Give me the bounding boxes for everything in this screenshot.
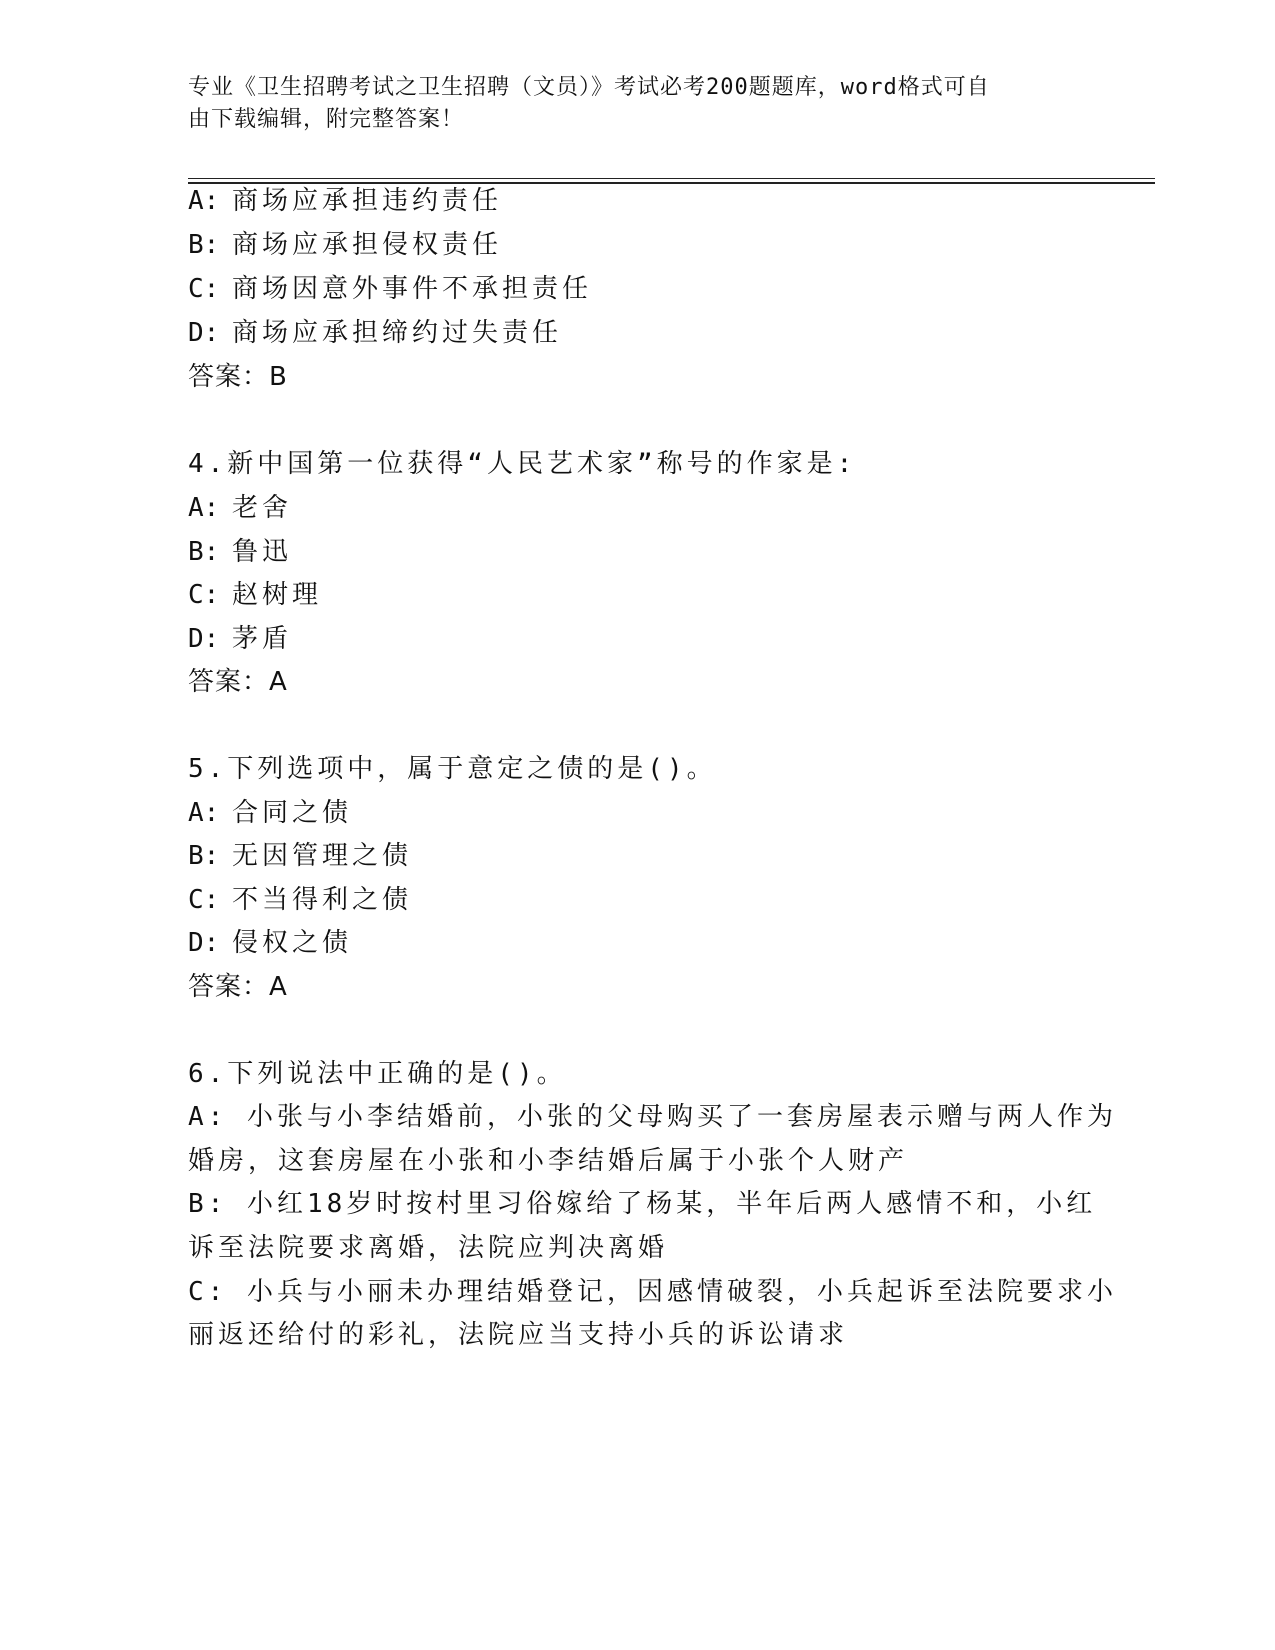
- q6-option-a-line-1: A: 小张与小李结婚前，小张的父母购买了一套房屋表示赠与两人作为: [188, 1102, 1117, 1132]
- q5-option-a: A: 合同之债: [188, 798, 353, 828]
- q4-answer: 答案：A: [188, 667, 288, 697]
- q6-question: 6.下列说法中正确的是()。: [188, 1059, 567, 1089]
- q6-option-c-line-2: 丽返还给付的彩礼，法院应当支持小兵的诉讼请求: [188, 1320, 849, 1350]
- q6-option-c-line-1: C: 小兵与小丽未办理结婚登记，因感情破裂，小兵起诉至法院要求小: [188, 1277, 1117, 1307]
- q3-option-c: C: 商场因意外事件不承担责任: [188, 274, 593, 304]
- q4-question: 4.新中国第一位获得“人民艺术家”称号的作家是:: [188, 449, 857, 479]
- q5-option-b: B: 无因管理之债: [188, 841, 413, 871]
- q6-option-b-line-2: 诉至法院要求离婚，法院应判决离婚: [188, 1233, 669, 1263]
- q3-option-b: B: 商场应承担侵权责任: [188, 230, 503, 260]
- q4-option-a: A: 老舍: [188, 493, 293, 523]
- q5-answer: 答案：A: [188, 972, 288, 1002]
- q3-option-d: D: 商场应承担缔约过失责任: [188, 318, 563, 348]
- q5-option-d: D: 侵权之债: [188, 928, 353, 958]
- header-line-2: 由下载编辑，附完整答案！: [188, 107, 465, 132]
- header-divider-thin: [188, 178, 1155, 179]
- q3-answer: 答案：B: [188, 362, 288, 392]
- q3-option-a: A: 商场应承担违约责任: [188, 186, 503, 216]
- document-header: [188, 72, 1068, 136]
- q4-option-b: B: 鲁迅: [188, 537, 293, 567]
- q4-option-c: C: 赵树理: [188, 580, 323, 610]
- q6-option-a-line-2: 婚房，这套房屋在小张和小李结婚后属于小张个人财产: [188, 1146, 909, 1176]
- q5-option-c: C: 不当得利之债: [188, 885, 413, 915]
- q6-option-b-line-1: B: 小红18岁时按村里习俗嫁给了杨某，半年后两人感情不和，小红: [188, 1189, 1097, 1219]
- q4-option-d: D: 茅盾: [188, 624, 293, 654]
- q5-question: 5.下列选项中，属于意定之债的是()。: [188, 754, 717, 784]
- header-line-1: 专业《卫生招聘考试之卫生招聘（文员）》考试必考200题题库，word格式可自: [188, 75, 990, 100]
